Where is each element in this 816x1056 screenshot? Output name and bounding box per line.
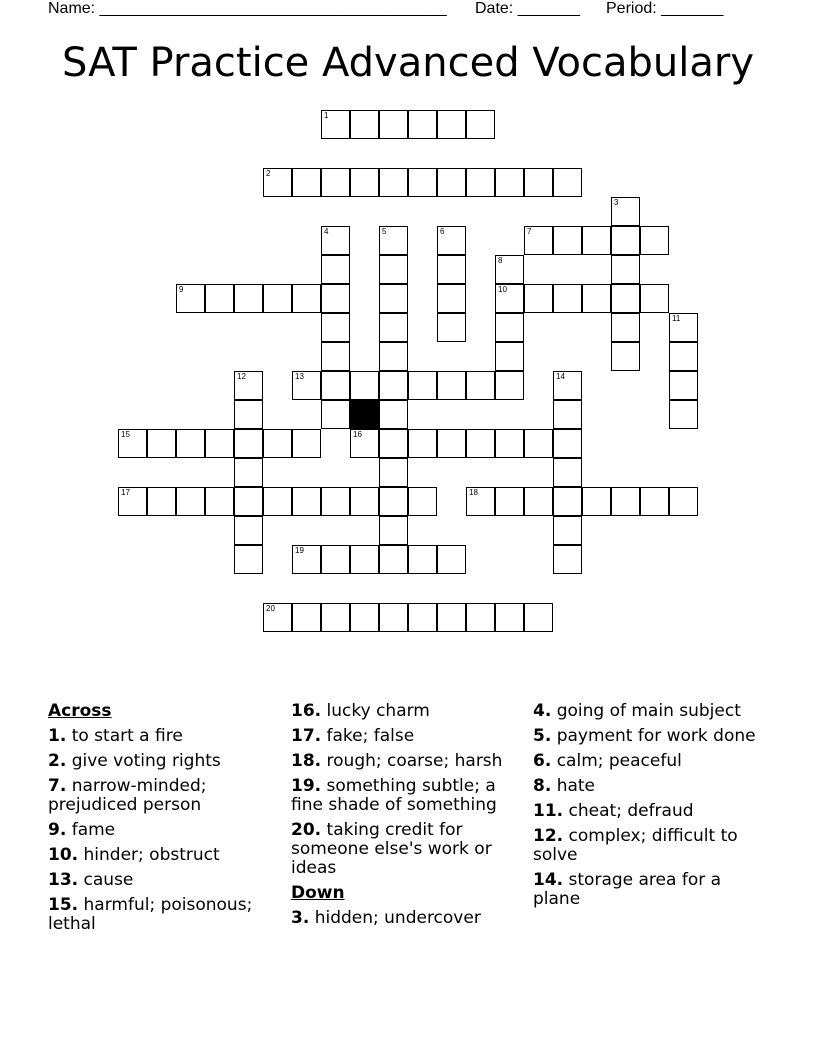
- grid-cell[interactable]: [379, 168, 408, 197]
- clue-down-4: 4. going of main subject: [533, 701, 741, 721]
- clue-column-2: [291, 702, 523, 934]
- grid-cell[interactable]: [205, 487, 234, 516]
- grid-cell[interactable]: [379, 255, 408, 284]
- grid-cell[interactable]: [640, 226, 669, 255]
- grid-cell[interactable]: [437, 284, 466, 313]
- grid-cell[interactable]: [321, 168, 350, 197]
- grid-cell[interactable]: [234, 371, 263, 400]
- grid-cell[interactable]: [408, 168, 437, 197]
- grid-cell[interactable]: [553, 516, 582, 545]
- cell-number: 15: [121, 430, 130, 439]
- grid-cell[interactable]: [553, 168, 582, 197]
- cell-number: 2: [266, 169, 271, 178]
- grid-cell[interactable]: [437, 226, 466, 255]
- grid-cell[interactable]: [611, 197, 640, 226]
- grid-cell[interactable]: [321, 284, 350, 313]
- grid-cell[interactable]: [553, 400, 582, 429]
- grid-cell[interactable]: [350, 487, 379, 516]
- clue-across-20: 20. taking credit for someone else's work or ideas: [291, 820, 492, 878]
- grid-cell[interactable]: [408, 429, 437, 458]
- grid-cell[interactable]: [321, 110, 350, 139]
- cell-number: 7: [527, 227, 532, 236]
- grid-cell[interactable]: [292, 603, 321, 632]
- grid-cell[interactable]: [379, 284, 408, 313]
- grid-cell[interactable]: [379, 429, 408, 458]
- cell-number: 14: [556, 372, 565, 381]
- period-field: Period: _______: [606, 0, 724, 17]
- grid-cell[interactable]: [495, 342, 524, 371]
- clue-down-3: 3. hidden; undercover: [291, 908, 481, 928]
- grid-cell[interactable]: [379, 545, 408, 574]
- grid-cell[interactable]: [292, 487, 321, 516]
- grid-cell[interactable]: [437, 371, 466, 400]
- grid-cell[interactable]: [147, 487, 176, 516]
- grid-cell[interactable]: [611, 342, 640, 371]
- grid-cell[interactable]: [495, 168, 524, 197]
- grid-cell[interactable]: [669, 400, 698, 429]
- page-title: SAT Practice Advanced Vocabulary: [61, 40, 755, 86]
- grid-cell[interactable]: [524, 168, 553, 197]
- grid-cell[interactable]: [205, 284, 234, 313]
- clue-column-1: [48, 702, 280, 940]
- grid-cell[interactable]: [263, 168, 292, 197]
- cell-number: 11: [672, 314, 681, 323]
- grid-cell[interactable]: [669, 371, 698, 400]
- clue-across-10: 10. hinder; obstruct: [48, 845, 220, 865]
- grid-cell[interactable]: [263, 487, 292, 516]
- grid-cell[interactable]: [263, 284, 292, 313]
- grid-cell[interactable]: [350, 545, 379, 574]
- grid-cell[interactable]: [495, 284, 524, 313]
- clue-across-2: 2. give voting rights: [48, 751, 221, 771]
- grid-cell[interactable]: [437, 168, 466, 197]
- grid-cell[interactable]: [437, 313, 466, 342]
- grid-cell[interactable]: [553, 458, 582, 487]
- grid-cell[interactable]: [263, 603, 292, 632]
- clue-across-7: 7. narrow-minded; prejudiced person: [48, 776, 207, 815]
- grid-cell[interactable]: [321, 487, 350, 516]
- grid-cell[interactable]: [379, 313, 408, 342]
- grid-cell[interactable]: [466, 487, 495, 516]
- grid-cell[interactable]: [234, 429, 263, 458]
- grid-cell[interactable]: [234, 458, 263, 487]
- clue-across-15: 15. harmful; poisonous; lethal: [48, 895, 253, 934]
- grid-cell[interactable]: [553, 226, 582, 255]
- grid-cell[interactable]: [495, 603, 524, 632]
- grid-cell[interactable]: [379, 371, 408, 400]
- grid-cell[interactable]: [379, 516, 408, 545]
- cell-number: 17: [121, 488, 130, 497]
- clue-across-1: 1. to start a fire: [48, 726, 183, 746]
- cell-number: 20: [266, 604, 275, 613]
- clue-across-18: 18. rough; coarse; harsh: [291, 751, 503, 771]
- grid-cell[interactable]: [553, 284, 582, 313]
- grid-cell[interactable]: [553, 429, 582, 458]
- grid-cell[interactable]: [321, 342, 350, 371]
- grid-cell[interactable]: [437, 255, 466, 284]
- clue-down-11: 11. cheat; defraud: [533, 801, 694, 821]
- cell-number: 16: [353, 430, 362, 439]
- grid-cell[interactable]: [118, 487, 147, 516]
- grid-cell[interactable]: [292, 429, 321, 458]
- grid-cell[interactable]: [466, 603, 495, 632]
- grid-cell[interactable]: [234, 545, 263, 574]
- grid-cell[interactable]: [669, 342, 698, 371]
- grid-cell[interactable]: [379, 400, 408, 429]
- grid-cell[interactable]: [437, 429, 466, 458]
- grid-cell[interactable]: [524, 487, 553, 516]
- grid-cell[interactable]: [321, 400, 350, 429]
- cell-number: 4: [324, 227, 329, 236]
- grid-cell[interactable]: [611, 313, 640, 342]
- cell-number: 8: [498, 256, 503, 265]
- grid-cell[interactable]: [292, 371, 321, 400]
- grid-cell[interactable]: [234, 516, 263, 545]
- grid-cell[interactable]: [379, 603, 408, 632]
- black-cell: [350, 400, 379, 429]
- grid-cell[interactable]: [611, 284, 640, 313]
- grid-cell[interactable]: [379, 487, 408, 516]
- cell-number: 10: [498, 285, 507, 294]
- grid-cell[interactable]: [524, 429, 553, 458]
- grid-cell[interactable]: [234, 487, 263, 516]
- grid-cell[interactable]: [669, 313, 698, 342]
- grid-cell[interactable]: [553, 487, 582, 516]
- grid-cell[interactable]: [495, 255, 524, 284]
- grid-cell[interactable]: [524, 226, 553, 255]
- grid-cell[interactable]: [350, 429, 379, 458]
- clue-down-6: 6. calm; peaceful: [533, 751, 682, 771]
- grid-cell[interactable]: [321, 313, 350, 342]
- grid-cell[interactable]: [553, 371, 582, 400]
- grid-cell[interactable]: [466, 371, 495, 400]
- grid-cell[interactable]: [292, 168, 321, 197]
- grid-cell[interactable]: [321, 371, 350, 400]
- cell-number: 6: [440, 227, 445, 236]
- grid-cell[interactable]: [321, 545, 350, 574]
- grid-cell[interactable]: [321, 226, 350, 255]
- grid-cell[interactable]: [408, 110, 437, 139]
- clue-down-12: 12. complex; difficult to solve: [533, 826, 738, 865]
- grid-cell[interactable]: [582, 226, 611, 255]
- clue-down-8: 8. hate: [533, 776, 596, 796]
- grid-cell[interactable]: [611, 255, 640, 284]
- cell-number: 3: [614, 198, 619, 207]
- grid-cell[interactable]: [495, 429, 524, 458]
- grid-cell[interactable]: [611, 487, 640, 516]
- across-heading: Across: [48, 701, 112, 721]
- grid-cell[interactable]: [408, 371, 437, 400]
- down-heading: Down: [291, 883, 345, 903]
- clue-across-16: 16. lucky charm: [291, 701, 430, 721]
- grid-cell[interactable]: [350, 168, 379, 197]
- grid-cell[interactable]: [234, 284, 263, 313]
- grid-cell[interactable]: [437, 545, 466, 574]
- grid-cell[interactable]: [524, 284, 553, 313]
- grid-cell[interactable]: [553, 545, 582, 574]
- grid-cell[interactable]: [350, 603, 379, 632]
- grid-cell[interactable]: [321, 603, 350, 632]
- cell-number: 12: [237, 372, 246, 381]
- grid-cell[interactable]: [466, 110, 495, 139]
- grid-cell[interactable]: [495, 313, 524, 342]
- grid-cell[interactable]: [118, 429, 147, 458]
- grid-cell[interactable]: [408, 545, 437, 574]
- clue-down-5: 5. payment for work done: [533, 726, 756, 746]
- grid-cell[interactable]: [292, 284, 321, 313]
- grid-cell[interactable]: [611, 226, 640, 255]
- grid-cell[interactable]: [408, 487, 437, 516]
- grid-cell[interactable]: [205, 429, 234, 458]
- grid-cell[interactable]: [379, 110, 408, 139]
- grid-cell[interactable]: [147, 429, 176, 458]
- grid-cell[interactable]: [582, 284, 611, 313]
- cell-number: 13: [295, 372, 304, 381]
- clue-across-13: 13. cause: [48, 870, 134, 890]
- grid-cell[interactable]: [176, 284, 205, 313]
- grid-cell[interactable]: [466, 429, 495, 458]
- grid-cell[interactable]: [495, 487, 524, 516]
- grid-cell[interactable]: [640, 284, 669, 313]
- grid-cell[interactable]: [176, 487, 205, 516]
- name-field: Name: _______________________________________: [48, 0, 447, 17]
- clue-down-14: 14. storage area for a plane: [533, 870, 722, 909]
- grid-cell[interactable]: [408, 603, 437, 632]
- grid-cell[interactable]: [234, 400, 263, 429]
- cell-number: 19: [295, 546, 304, 555]
- grid-cell[interactable]: [176, 429, 205, 458]
- grid-cell[interactable]: [437, 110, 466, 139]
- cell-number: 5: [382, 227, 387, 236]
- cell-number: 1: [324, 111, 329, 120]
- clue-across-17: 17. fake; false: [291, 726, 415, 746]
- grid-cell[interactable]: [350, 371, 379, 400]
- grid-cell[interactable]: [524, 603, 553, 632]
- grid-cell[interactable]: [379, 226, 408, 255]
- grid-cell[interactable]: [292, 545, 321, 574]
- grid-cell[interactable]: [582, 487, 611, 516]
- grid-cell[interactable]: [669, 487, 698, 516]
- cell-number: 9: [179, 285, 184, 294]
- clue-across-9: 9. fame: [48, 820, 116, 840]
- cell-number: 18: [469, 488, 478, 497]
- grid-cell[interactable]: [350, 110, 379, 139]
- grid-cell[interactable]: [466, 168, 495, 197]
- clue-across-19: 19. something subtle; a fine shade of something: [291, 776, 497, 815]
- grid-cell[interactable]: [263, 429, 292, 458]
- grid-cell[interactable]: [495, 371, 524, 400]
- grid-cell[interactable]: [321, 255, 350, 284]
- grid-cell[interactable]: [379, 458, 408, 487]
- grid-cell[interactable]: [640, 487, 669, 516]
- clue-column-3: [533, 702, 765, 915]
- grid-cell[interactable]: [379, 342, 408, 371]
- date-field: Date: _______: [475, 0, 580, 17]
- grid-cell[interactable]: [437, 603, 466, 632]
